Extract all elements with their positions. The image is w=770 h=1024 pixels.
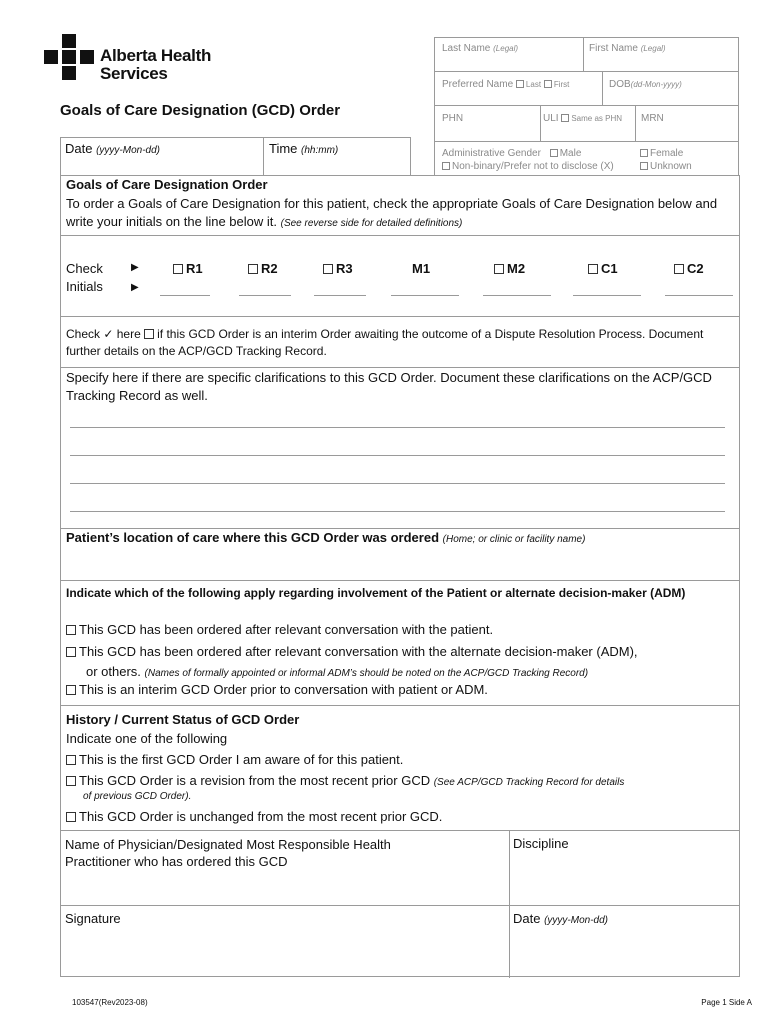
signature-date-field[interactable] bbox=[509, 906, 740, 977]
date-label: Date bbox=[65, 141, 93, 156]
physician-label-1: Name of Physician/Designated Most Responsible Health bbox=[65, 837, 391, 852]
c2-label: C2 bbox=[687, 261, 704, 276]
goc-heading: Goals of Care Designation Order bbox=[66, 177, 268, 192]
option-m2[interactable] bbox=[494, 261, 525, 276]
interim-order bbox=[66, 326, 726, 360]
time-format: (hh:mm) bbox=[301, 145, 339, 156]
r1-checkbox[interactable] bbox=[173, 264, 183, 274]
clarification-line-3[interactable] bbox=[70, 483, 725, 484]
involvement-opt1-checkbox[interactable] bbox=[66, 625, 76, 635]
history-opt1[interactable] bbox=[66, 752, 403, 767]
discipline-label: Discipline bbox=[513, 836, 569, 851]
option-c1[interactable] bbox=[588, 261, 618, 276]
logo-line2: Services bbox=[100, 64, 168, 83]
c2-checkbox[interactable] bbox=[674, 264, 684, 274]
discipline-field[interactable] bbox=[509, 831, 740, 905]
c1-initials-line[interactable] bbox=[573, 295, 641, 296]
ahs-logo-mark bbox=[44, 34, 94, 82]
location-label: Patient’s location of care where this GCD Order was ordered bbox=[66, 530, 440, 545]
initials-label: Initials bbox=[66, 279, 103, 294]
check-arrow-icon: ▶ bbox=[131, 262, 139, 273]
signature-label: Signature bbox=[65, 911, 121, 926]
pref-first-checkbox[interactable] bbox=[544, 80, 552, 88]
signature-field[interactable] bbox=[61, 906, 509, 977]
phn-label: PHN bbox=[442, 113, 464, 124]
history-opt2-note: (See ACP/GCD Tracking Record for details bbox=[433, 777, 625, 788]
option-c2[interactable] bbox=[674, 261, 704, 276]
involvement-opt2-note: (Names of formally appointed or informal ADM’s should be noted on the ACP/GCD Tracking Record) bbox=[144, 668, 589, 679]
date-field[interactable] bbox=[60, 137, 264, 176]
male-checkbox[interactable] bbox=[550, 149, 558, 157]
pref-last-label: Last bbox=[525, 80, 542, 89]
time-field[interactable] bbox=[263, 137, 411, 176]
initials-arrow-icon: ▶ bbox=[131, 282, 139, 293]
form-number: 103547(Rev2023-08) bbox=[72, 998, 148, 1007]
goc-instruction-note: (See reverse side for detailed definitions) bbox=[280, 218, 463, 229]
involvement-opt3-label: This is an interim GCD Order prior to conversation with patient or ADM. bbox=[79, 682, 488, 697]
phn-field[interactable] bbox=[442, 113, 463, 124]
goc-instruction-text: To order a Goals of Care Designation for this patient, check the appropriate Goals of Care Designation below and write your initials on the line below it. bbox=[66, 196, 718, 229]
r2-label: R2 bbox=[261, 261, 278, 276]
dob-field[interactable] bbox=[609, 79, 682, 90]
history-opt2-checkbox[interactable] bbox=[66, 776, 76, 786]
mrn-field[interactable] bbox=[641, 113, 664, 124]
involvement-opt3[interactable] bbox=[66, 682, 488, 697]
r1-initials-line[interactable] bbox=[160, 295, 210, 296]
last-name-field[interactable] bbox=[442, 43, 518, 54]
history-opt1-checkbox[interactable] bbox=[66, 755, 76, 765]
history-heading: History / Current Status of GCD Order bbox=[66, 712, 300, 727]
involvement-heading: Indicate which of the following apply regarding involvement of the Patient or alternate decision-maker (ADM) bbox=[66, 586, 686, 600]
involvement-opt3-checkbox[interactable] bbox=[66, 685, 76, 695]
history-opt2-note2: of previous GCD Order). bbox=[83, 791, 192, 802]
option-r3[interactable] bbox=[323, 261, 353, 276]
option-m1[interactable] bbox=[412, 261, 430, 276]
goc-instruction bbox=[66, 195, 738, 233]
check-label: Check bbox=[66, 261, 103, 276]
nonbinary-checkbox[interactable] bbox=[442, 162, 450, 170]
form-body bbox=[60, 175, 740, 977]
interim-checkbox[interactable] bbox=[144, 329, 154, 339]
dob-label: DOB bbox=[609, 79, 631, 90]
interim-text-1: Check ✓ here bbox=[66, 327, 141, 341]
physician-label-2: Practitioner who has ordered this GCD bbox=[65, 854, 288, 869]
logo-line1: Alberta Health bbox=[100, 46, 212, 65]
involvement-opt2-cont bbox=[86, 664, 736, 679]
clarification-line-1[interactable] bbox=[70, 427, 725, 428]
form-title: Goals of Care Designation (GCD) Order bbox=[60, 102, 341, 119]
involvement-opt1-label: This GCD has been ordered after relevant conversation with the patient. bbox=[79, 622, 494, 637]
page-number: Page 1 Side A bbox=[701, 998, 752, 1007]
female-checkbox[interactable] bbox=[640, 149, 648, 157]
involvement-opt2[interactable] bbox=[66, 644, 736, 659]
uli-same-checkbox[interactable] bbox=[561, 114, 569, 122]
uli-label: ULI bbox=[543, 113, 559, 124]
uli-same-label: Same as PHN bbox=[571, 114, 623, 123]
date-format: (yyyy-Mon-dd) bbox=[96, 145, 160, 156]
nonbinary-label: Non-binary/Prefer not to disclose (X) bbox=[452, 161, 614, 172]
history-opt3-checkbox[interactable] bbox=[66, 812, 76, 822]
r2-initials-line[interactable] bbox=[239, 295, 291, 296]
physician-name-field[interactable] bbox=[61, 831, 509, 905]
clarification-line-4[interactable] bbox=[70, 511, 725, 512]
c2-initials-line[interactable] bbox=[665, 295, 733, 296]
preferred-name-field[interactable] bbox=[442, 79, 569, 90]
signature-date-format: (yyyy-Mon-dd) bbox=[544, 915, 608, 926]
m2-initials-line[interactable] bbox=[483, 295, 551, 296]
m2-label: M2 bbox=[507, 261, 526, 276]
gender-field bbox=[442, 147, 738, 173]
uli-field[interactable] bbox=[543, 113, 622, 124]
history-opt3-label: This GCD Order is unchanged from the most recent prior GCD. bbox=[79, 809, 443, 824]
m2-checkbox[interactable] bbox=[494, 264, 504, 274]
history-sub: Indicate one of the following bbox=[66, 731, 228, 746]
pref-first-label: First bbox=[553, 80, 570, 89]
female-label: Female bbox=[650, 148, 684, 159]
m1-initials-line[interactable] bbox=[391, 295, 459, 296]
r2-checkbox[interactable] bbox=[248, 264, 258, 274]
location-note: (Home; or clinic or facility name) bbox=[442, 534, 586, 545]
time-label: Time bbox=[269, 141, 298, 156]
clarification-line-2[interactable] bbox=[70, 455, 725, 456]
option-r1[interactable] bbox=[173, 261, 203, 276]
r3-checkbox[interactable] bbox=[323, 264, 333, 274]
involvement-opt1[interactable] bbox=[66, 622, 493, 637]
history-opt3[interactable] bbox=[66, 809, 442, 824]
history-opt2[interactable] bbox=[66, 773, 741, 788]
r3-label: R3 bbox=[336, 261, 353, 276]
first-name-field[interactable] bbox=[589, 43, 666, 54]
male-label: Male bbox=[559, 148, 582, 159]
c1-checkbox[interactable] bbox=[588, 264, 598, 274]
pref-last-checkbox[interactable] bbox=[516, 80, 524, 88]
location-field[interactable] bbox=[66, 530, 734, 545]
first-name-note: (Legal) bbox=[640, 44, 666, 53]
r3-initials-line[interactable] bbox=[314, 295, 366, 296]
clarifications-label: Specify here if there are specific clarifications to this GCD Order. Document these clarifications on the ACP/GCD Tracking Record as well. bbox=[66, 370, 712, 403]
gender-label: Administrative Gender bbox=[442, 148, 541, 159]
r1-label: R1 bbox=[186, 261, 203, 276]
involvement-opt2b-label: or others. bbox=[86, 664, 141, 679]
ahs-logo bbox=[44, 34, 214, 84]
history-opt1-label: This is the first GCD Order I am aware of for this patient. bbox=[79, 752, 404, 767]
option-r2[interactable] bbox=[248, 261, 278, 276]
history-opt2-label: This GCD Order is a revision from the most recent prior GCD bbox=[79, 773, 431, 788]
first-name-label: First Name bbox=[589, 43, 638, 54]
m1-label: M1 bbox=[412, 261, 431, 276]
involvement-opt2-checkbox[interactable] bbox=[66, 647, 76, 657]
signature-date-label: Date bbox=[513, 911, 541, 926]
unknown-checkbox[interactable] bbox=[640, 162, 648, 170]
c1-label: C1 bbox=[601, 261, 618, 276]
involvement-opt2-label: This GCD has been ordered after relevant conversation with the alternate decision-maker (ADM), bbox=[79, 644, 638, 659]
interim-text-2: if this GCD Order is an interim Order awaiting the outcome of a Dispute Resolution Process. Document further details on the ACP/GCD Tracking Record. bbox=[66, 327, 704, 358]
mrn-label: MRN bbox=[641, 113, 664, 124]
last-name-label: Last Name bbox=[442, 43, 491, 54]
patient-info-box bbox=[434, 37, 739, 176]
preferred-name-label: Preferred Name bbox=[442, 79, 514, 90]
last-name-note: (Legal) bbox=[493, 44, 519, 53]
unknown-label: Unknown bbox=[650, 161, 692, 172]
dob-format: (dd-Mon-yyyy) bbox=[630, 80, 682, 89]
